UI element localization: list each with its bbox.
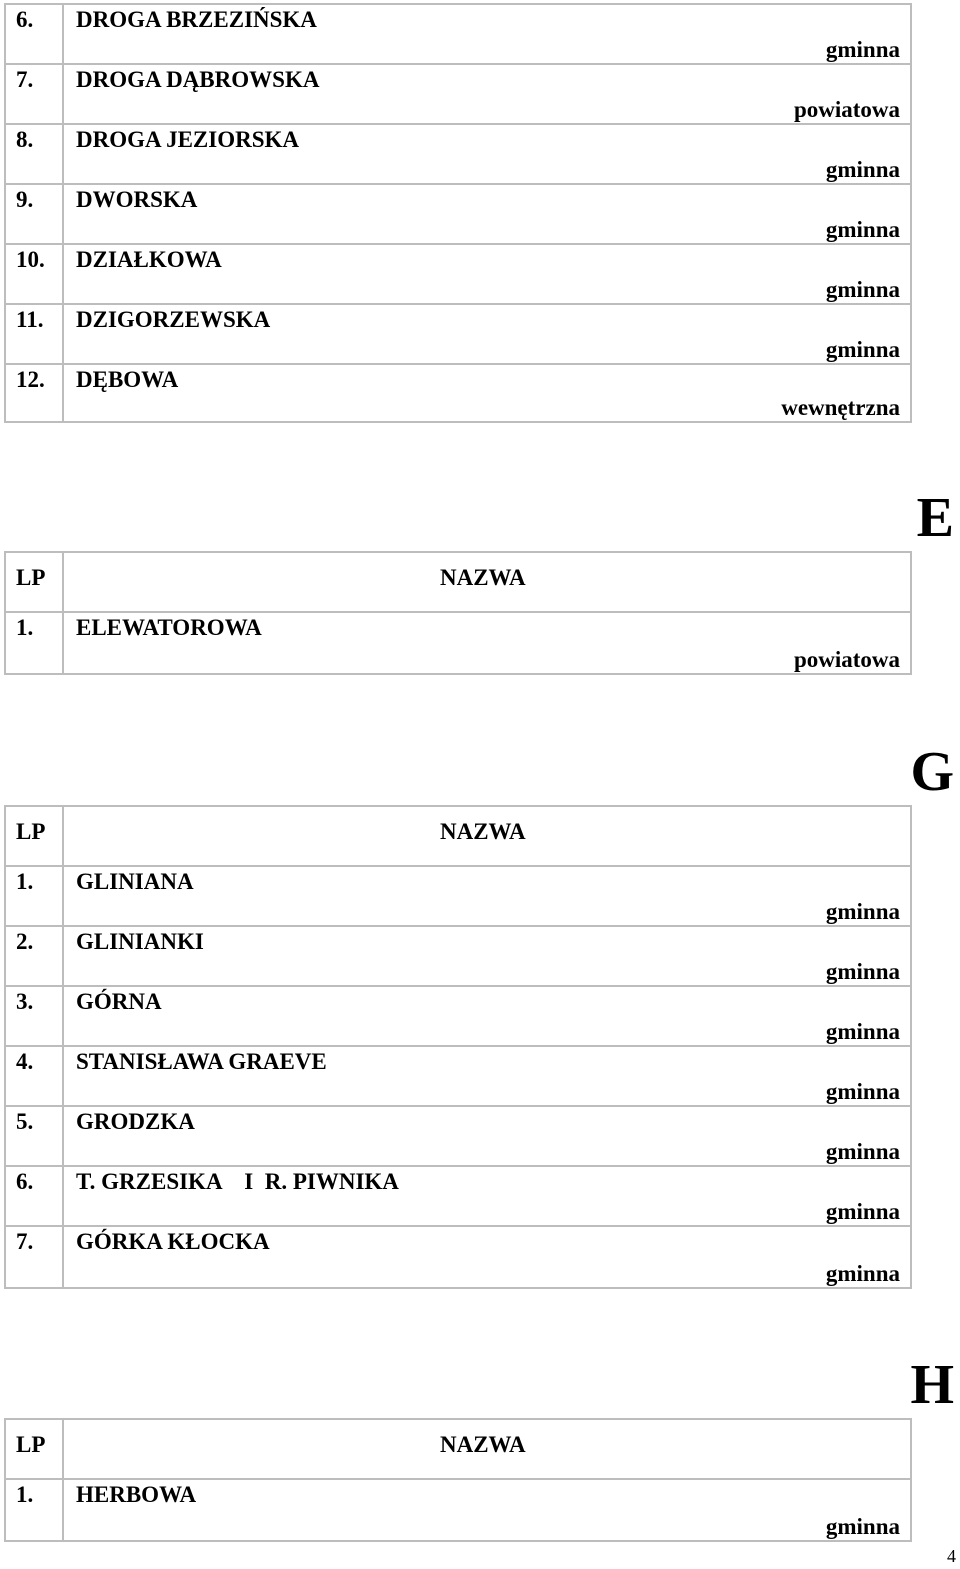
row-lp: 1. bbox=[16, 615, 34, 640]
table-header bbox=[6, 1420, 910, 1480]
header-lp: LP bbox=[16, 565, 46, 590]
row-lp: 1. bbox=[16, 1482, 34, 1507]
street-name: DZIGORZEWSKA bbox=[76, 307, 271, 332]
street-table-d bbox=[4, 3, 912, 423]
header-name: NAZWA bbox=[440, 565, 526, 590]
road-category: gminna bbox=[825, 277, 900, 302]
street-table-e bbox=[4, 551, 912, 675]
row-lp: 7. bbox=[16, 67, 34, 92]
row-lp: 4. bbox=[16, 1049, 34, 1074]
row-lp: 7. bbox=[16, 1229, 34, 1254]
table-row bbox=[6, 1107, 910, 1167]
table-row bbox=[6, 245, 910, 305]
table-row bbox=[6, 305, 910, 365]
street-name: ELEWATOROWA bbox=[76, 615, 262, 640]
row-lp: 10. bbox=[16, 247, 45, 272]
street-name: GÓRKA KŁOCKA bbox=[76, 1229, 270, 1254]
street-name: DROGA BRZEZIŃSKA bbox=[76, 7, 317, 32]
row-lp: 2. bbox=[16, 929, 34, 954]
table-row bbox=[6, 185, 910, 245]
header-name: NAZWA bbox=[440, 1432, 526, 1457]
page-number: 4 bbox=[947, 1546, 956, 1566]
table-header bbox=[6, 553, 910, 613]
street-table-h bbox=[4, 1418, 912, 1542]
table-row bbox=[6, 613, 910, 673]
road-category: gminna bbox=[825, 1079, 900, 1104]
row-lp: 5. bbox=[16, 1109, 34, 1134]
road-category: gminna bbox=[825, 37, 900, 62]
street-name: T. GRZESIKA I R. PIWNIKA bbox=[76, 1169, 399, 1194]
street-table-g bbox=[4, 805, 912, 1289]
street-name: DZIAŁKOWA bbox=[76, 247, 222, 272]
row-lp: 1. bbox=[16, 869, 34, 894]
road-category: gminna bbox=[825, 899, 900, 924]
street-name: STANISŁAWA GRAEVE bbox=[76, 1049, 327, 1074]
table-row bbox=[6, 867, 910, 927]
table-row bbox=[6, 1047, 910, 1107]
road-category: wewnętrzna bbox=[781, 395, 900, 420]
table-row bbox=[6, 365, 910, 421]
row-lp: 3. bbox=[16, 989, 34, 1014]
road-category: gminna bbox=[825, 1019, 900, 1044]
table-row bbox=[6, 1480, 910, 1540]
row-lp: 6. bbox=[16, 1169, 34, 1194]
row-lp: 9. bbox=[16, 187, 34, 212]
street-name: DROGA DĄBROWSKA bbox=[76, 67, 320, 92]
road-category: gminna bbox=[825, 337, 900, 362]
street-name: GLINIANKI bbox=[76, 929, 204, 954]
header-lp: LP bbox=[16, 1432, 46, 1457]
road-category: powiatowa bbox=[793, 97, 900, 122]
road-category: gminna bbox=[825, 217, 900, 242]
street-name: GRODZKA bbox=[76, 1109, 195, 1134]
row-lp: 12. bbox=[16, 367, 45, 392]
section-letter-h: H bbox=[910, 1354, 954, 1416]
street-name: DWORSKA bbox=[76, 187, 198, 212]
road-category: gminna bbox=[825, 1261, 900, 1286]
street-name: DĘBOWA bbox=[76, 367, 179, 392]
street-name: DROGA JEZIORSKA bbox=[76, 127, 300, 152]
road-category: gminna bbox=[825, 1514, 900, 1539]
header-lp: LP bbox=[16, 819, 46, 844]
section-letter-g: G bbox=[910, 741, 954, 803]
street-name: GLINIANA bbox=[76, 869, 194, 894]
street-name: GÓRNA bbox=[76, 989, 162, 1014]
road-category: gminna bbox=[825, 1199, 900, 1224]
row-lp: 6. bbox=[16, 7, 34, 32]
road-category: gminna bbox=[825, 157, 900, 182]
road-category: gminna bbox=[825, 959, 900, 984]
table-row bbox=[6, 927, 910, 987]
table-row bbox=[6, 1227, 910, 1287]
table-row bbox=[6, 1167, 910, 1227]
section-letter-e: E bbox=[916, 487, 954, 549]
row-lp: 8. bbox=[16, 127, 34, 152]
table-row bbox=[6, 5, 910, 65]
table-header bbox=[6, 807, 910, 867]
road-category: powiatowa bbox=[793, 647, 900, 672]
street-name: HERBOWA bbox=[76, 1482, 197, 1507]
table-row bbox=[6, 125, 910, 185]
row-lp: 11. bbox=[16, 307, 44, 332]
table-row bbox=[6, 65, 910, 125]
table-row bbox=[6, 987, 910, 1047]
road-category: gminna bbox=[825, 1139, 900, 1164]
header-name: NAZWA bbox=[440, 819, 526, 844]
